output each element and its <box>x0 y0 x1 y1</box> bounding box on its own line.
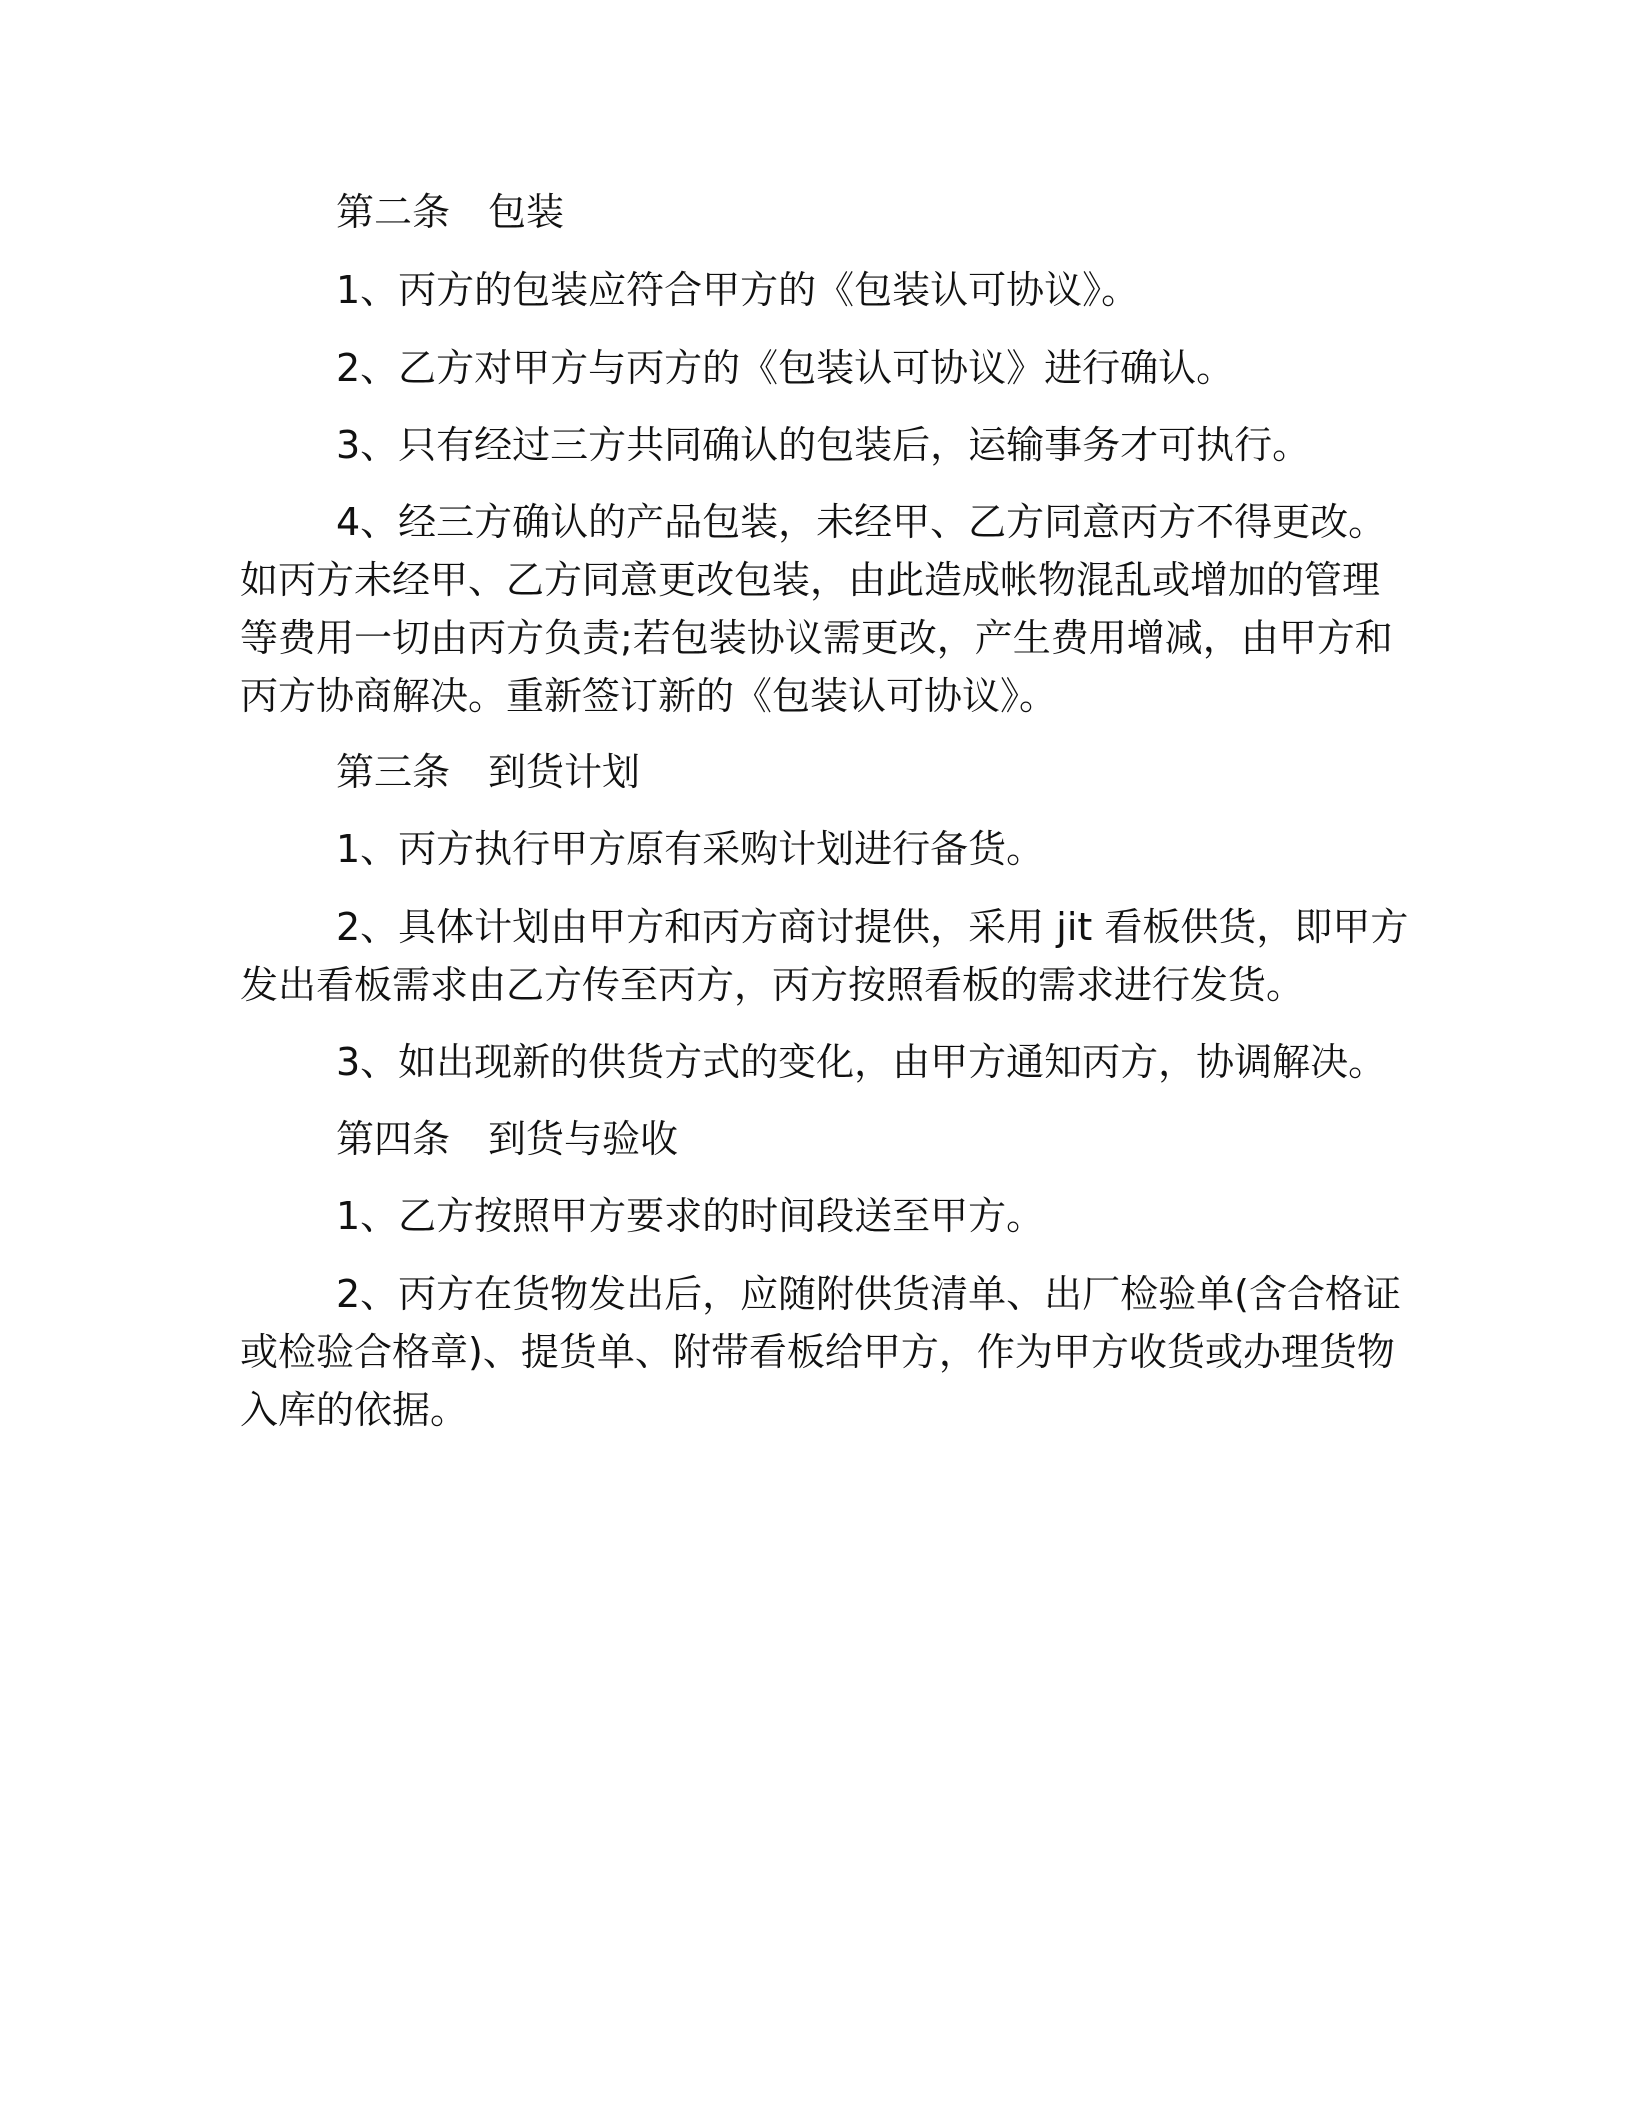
clause-line: 1、丙方执行甲方原有采购计划进行备货。 <box>336 827 1045 871</box>
clause-line: 或检验合格章)、提货单、附带看板给甲方，作为甲方收货或办理货物 <box>240 1330 1395 1374</box>
clause-line: 3、只有经过三方共同确认的包装后，运输事务才可执行。 <box>336 423 1311 467</box>
clause-line: 1、乙方按照甲方要求的时间段送至甲方。 <box>336 1194 1045 1238</box>
clause-line: 丙方协商解决。重新签订新的《包装认可协议》。 <box>240 674 1058 718</box>
article-heading <box>240 190 564 234</box>
article-title: 包装 <box>488 190 565 234</box>
article-number: 第四条 <box>336 1117 451 1161</box>
article-heading <box>240 750 640 794</box>
clause-line: 发出看板需求由乙方传至丙方，丙方按照看板的需求进行发货。 <box>240 963 1305 1007</box>
article-heading <box>240 1117 678 1161</box>
article-number: 第二条 <box>336 190 451 234</box>
article-title: 到货与验收 <box>488 1117 679 1161</box>
clause-line: 4、经三方确认的产品包装，未经甲、乙方同意丙方不得更改。 <box>336 500 1387 544</box>
article-number: 第三条 <box>336 750 451 794</box>
clause-line: 2、丙方在货物发出后，应随附供货清单、出厂检验单(含合格证 <box>336 1272 1402 1316</box>
clause-line: 入库的依据。 <box>240 1388 469 1432</box>
clause-line: 等费用一切由丙方负责;若包装协议需更改，产生费用增减，由甲方和 <box>240 616 1393 660</box>
clause-line: 2、具体计划由甲方和丙方商讨提供，采用 jit 看板供货，即甲方 <box>336 905 1409 949</box>
article-title: 到货计划 <box>488 750 641 794</box>
clause-line: 1、丙方的包装应符合甲方的《包装认可协议》。 <box>336 268 1140 312</box>
clause-line: 3、如出现新的供货方式的变化，由甲方通知丙方，协调解决。 <box>336 1040 1387 1084</box>
clause-line: 如丙方未经甲、乙方同意更改包装，由此造成帐物混乱或增加的管理 <box>240 558 1381 602</box>
clause-line: 2、乙方对甲方与丙方的《包装认可协议》进行确认。 <box>336 346 1235 390</box>
